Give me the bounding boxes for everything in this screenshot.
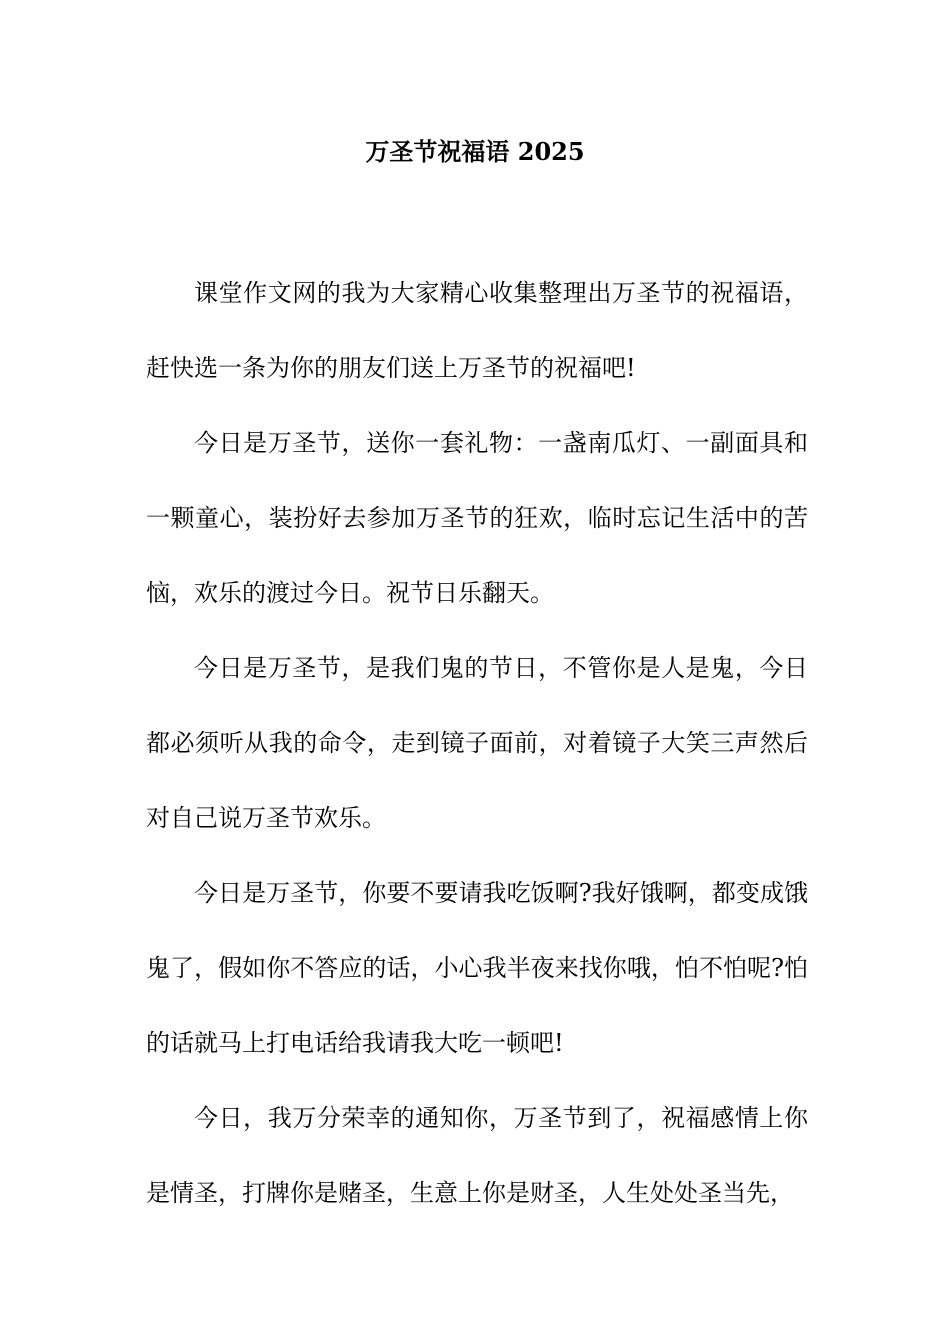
paragraph-dinner: 今日是万圣节，你要不要请我吃饭啊?我好饿啊，都变成饿鬼了，假如你不答应的话，小心我半夜来找你哦，怕不怕呢?怕的话就马上打电话给我请我大吃一顿吧! xyxy=(146,879,808,1057)
paragraph-blessing: 今日，我万分荣幸的通知你，万圣节到了，祝福感情上你是情圣，打牌你是赌圣，生意上你是财圣，人生处处圣当先， xyxy=(146,1104,808,1207)
paragraph-intro: 课堂作文网的我为大家精心收集整理出万圣节的祝福语，赶快选一条为你的朋友们送上万圣节的祝福吧! xyxy=(146,279,808,382)
document-body xyxy=(146,256,808,1231)
document-title: 万圣节祝福语 2025 xyxy=(365,137,585,166)
paragraph-gift: 今日是万圣节，送你一套礼物：一盏南瓜灯、一副面具和一颗童心，装扮好去参加万圣节的狂欢，临时忘记生活中的苦恼，欢乐的渡过今日。祝节日乐翻天。 xyxy=(146,429,808,607)
paragraph-ghost-festival: 今日是万圣节，是我们鬼的节日，不管你是人是鬼，今日都必须听从我的命令，走到镜子面前，对着镜子大笑三声然后对自己说万圣节欢乐。 xyxy=(146,654,808,832)
